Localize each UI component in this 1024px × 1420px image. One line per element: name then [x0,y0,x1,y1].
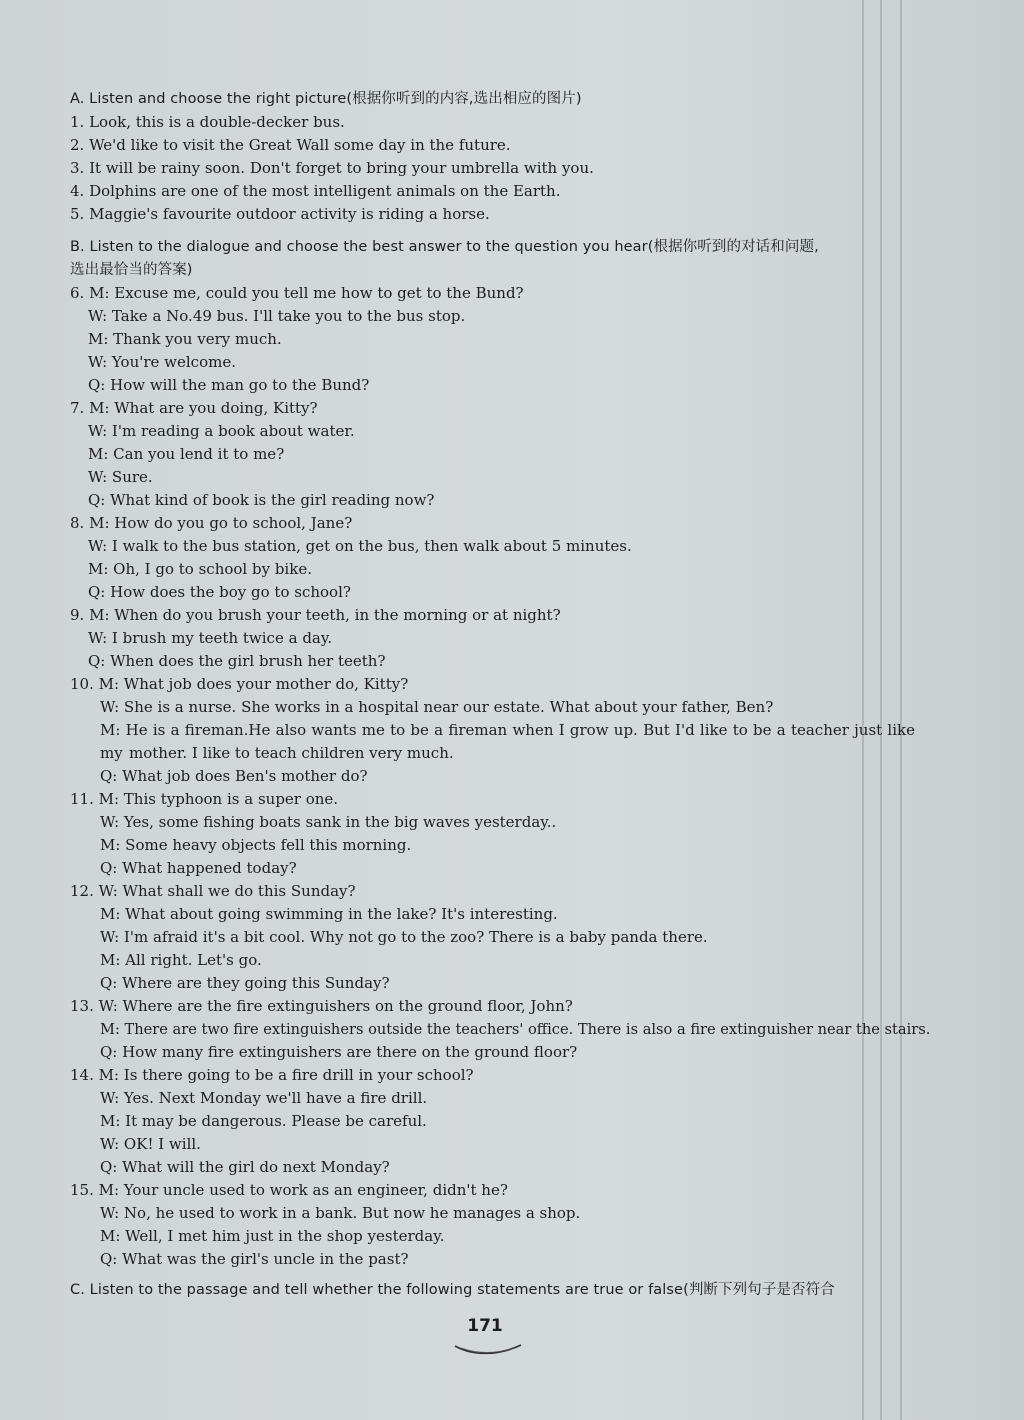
question-line: Q: What kind of book is the girl reading now? [88,491,435,509]
page-number: 171 [467,1316,503,1336]
question-line: Q: What will the girl do next Monday? [100,1158,390,1176]
dialogue-line: W: I'm afraid it's a bit cool. Why not go to the zoo? There is a baby panda there. [100,928,708,946]
dialogue-line: M: There are two fire extinguishers outside the teachers' office. There is also a fire extinguisher near the stairs. [100,1021,931,1038]
dialogue-line: 13. W: Where are the fire extinguishers on the ground floor, John? [70,997,573,1015]
dialogue-line: 12. W: What shall we do this Sunday? [70,882,356,900]
section-a-item: 3. It will be rainy soon. Don't forget to bring your umbrella with you. [70,159,594,177]
dialogue-line: W: Sure. [88,468,153,486]
question-line: Q: When does the girl brush her teeth? [88,652,386,670]
question-line: Q: How will the man go to the Bund? [88,376,370,394]
dialogue-line: W: You're welcome. [88,353,236,371]
question-line: Q: What job does Ben's mother do? [100,767,368,785]
dialogue-line: 8. M: How do you go to school, Jane? [70,514,353,532]
dialogue-line: M: Can you lend it to me? [88,445,285,463]
dialogue-line: M: Well, I met him just in the shop yesterday. [100,1227,445,1245]
listening-script [70,88,931,1302]
section-a-item: 4. Dolphins are one of the most intelligent animals on the Earth. [70,182,561,200]
dialogue-line: M: All right. Let's go. [100,951,262,969]
question-line: Q: How many fire extinguishers are there on the ground floor? [100,1043,578,1061]
dialogue-line: M: What about going swimming in the lake? It's interesting. [100,905,558,923]
dialogue-line: M: Some heavy objects fell this morning. [100,836,412,854]
section-a-heading: A. Listen and choose the right picture(根据你听到的内容,选出相应的图片) [70,91,582,107]
dialogue-line: M: Oh, I go to school by bike. [88,560,312,578]
dialogue-line: 11. M: This typhoon is a super one. [70,790,339,808]
section-a-item: 2. We'd like to visit the Great Wall some day in the future. [70,136,511,154]
section-c-heading: C. Listen to the passage and tell whether the following statements are true or false(判断下列句子是否符合 [70,1282,835,1298]
dialogue-line: W: No, he used to work in a bank. But now he manages a shop. [100,1204,581,1222]
question-line: Q: What happened today? [100,859,297,877]
dialogue-line: M: He is a fireman.He also wants me to be a fireman when I grow up. But I'd like to be a teacher just like my [100,721,915,762]
dialogue-line: W: I'm reading a book about water. [88,422,355,440]
question-line: Q: Where are they going this Sunday? [100,974,390,992]
dialogue-line: 14. M: Is there going to be a fire drill in your school? [70,1066,474,1084]
section-b-heading: B. Listen to the dialogue and choose the best answer to the question you hear(根据你听到的对话和问题, [70,239,819,255]
dialogue-line: M: It may be dangerous. Please be careful. [100,1112,427,1130]
dialogue-line: W: Yes, some fishing boats sank in the big waves yesterday.. [100,813,557,831]
dialogue-line: W: Take a No.49 bus. I'll take you to the bus stop. [88,307,466,325]
dialogue-line: W: OK! I will. [100,1135,201,1153]
dialogue-line: W: She is a nurse. She works in a hospital near our estate. What about your father, Ben? [100,698,774,716]
question-line: Q: How does the boy go to school? [88,583,351,601]
dialogue-line: W: I walk to the bus station, get on the bus, then walk about 5 minutes. [88,537,632,555]
dialogue-line: 10. M: What job does your mother do, Kitty? [70,675,409,693]
swoosh-ornament-icon [453,1342,523,1356]
dialogue-line: 9. M: When do you brush your teeth, in the morning or at night? [70,606,561,624]
dialogue-line: 15. M: Your uncle used to work as an engineer, didn't he? [70,1181,508,1199]
dialogue-line: W: Yes. Next Monday we'll have a fire drill. [100,1089,428,1107]
dialogue-line: M: Thank you very much. [88,330,282,348]
dialogue-line: mother. I like to teach children very much. [129,744,454,762]
dialogue-line: 6. M: Excuse me, could you tell me how to get to the Bund? [70,284,524,302]
dialogue-line: W: I brush my teeth twice a day. [88,629,333,647]
question-line: Q: What was the girl's uncle in the past? [100,1250,409,1268]
section-a-item: 1. Look, this is a double-decker bus. [70,113,345,131]
dialogue-line: 7. M: What are you doing, Kitty? [70,399,318,417]
section-a-item: 5. Maggie's favourite outdoor activity is riding a horse. [70,205,490,223]
section-b-heading: 选出最恰当的答案) [70,262,193,278]
